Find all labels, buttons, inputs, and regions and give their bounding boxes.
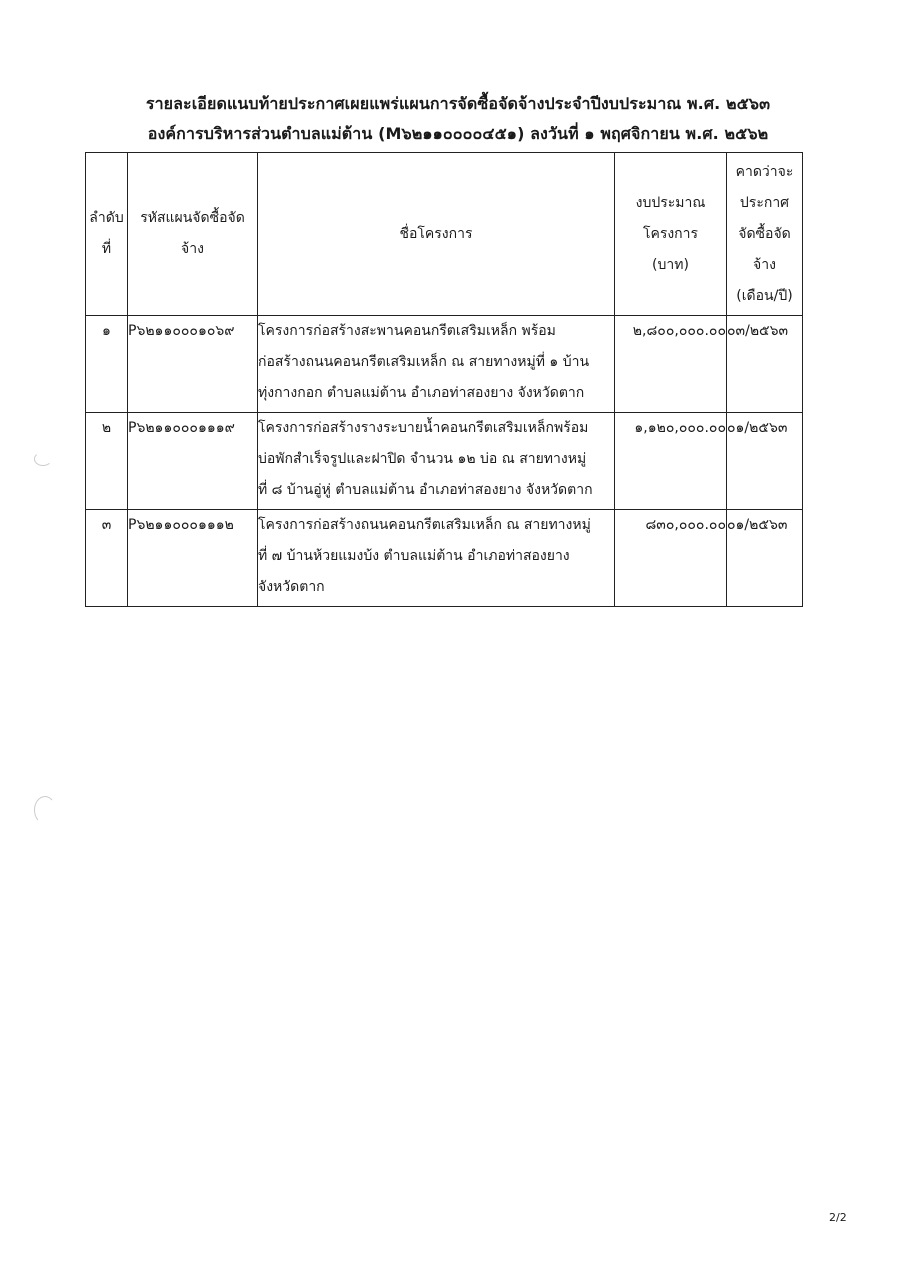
project-name-line: โครงการก่อสร้างรางระบายน้ำคอนกรีตเสริมเหล็กพร้อม: [258, 420, 589, 436]
scan-artifact-mark: [34, 796, 56, 824]
project-name: [258, 510, 615, 607]
header-budget-line: โครงการ: [642, 225, 699, 242]
plan-code: P๖๒๑๑๐๐๐๑๐๖๙: [128, 316, 258, 413]
project-name-line: ก่อสร้างถนนคอนกรีตเสริมเหล็ก ณ สายทางหมู่ที่ ๑ บ้าน: [258, 354, 590, 370]
header-no-line: ลำดับ: [89, 210, 124, 226]
project-name-line: ที่ ๘ บ้านอู่หู่ ตำบลแม่ต้าน อำเภอท่าสองยาง จังหวัดตาก: [258, 482, 593, 498]
header-project-name: [258, 153, 615, 316]
header-budget-line: งบประมาณ: [635, 194, 706, 211]
header-plan-code: [128, 153, 258, 316]
header-month-line: ประกาศ: [739, 194, 790, 211]
header-project-name-line: ชื่อโครงการ: [399, 225, 473, 242]
project-budget: ๑,๑๒๐,๐๐๐.๐๐: [615, 413, 727, 510]
plan-code: P๖๒๑๑๐๐๐๑๑๑๒: [128, 510, 258, 607]
document-title-line2: องค์การบริหารส่วนตำบลแม่ต้าน (M๖๒๑๑๐๐๐๐๔๕๑) ลงวันที่ ๑ พฤศจิกายน พ.ศ. ๒๕๖๒: [147, 124, 769, 143]
header-month-line: (เดือน/ปี): [736, 287, 793, 304]
project-name-line: ทุ่งกางกอก ตำบลแม่ต้าน อำเภอท่าสองยาง จังหวัดตาก: [258, 385, 585, 401]
procurement-plan-table: [85, 152, 803, 607]
scan-artifact-mark: [34, 452, 52, 466]
header-no: [86, 153, 128, 316]
project-name-line: จังหวัดตาก: [258, 579, 325, 595]
document-title-line1: รายละเอียดแนบท้ายประกาศเผยแพร่แผนการจัดซื้อจัดจ้างประจำปีงบประมาณ พ.ศ. ๒๕๖๓: [145, 94, 771, 113]
header-month-line: จ้าง: [753, 256, 776, 273]
plan-code: P๖๒๑๑๐๐๐๑๑๑๙: [128, 413, 258, 510]
project-budget: ๒,๘๐๐,๐๐๐.๐๐: [615, 316, 727, 413]
row-number: ๑: [86, 316, 128, 413]
header-month-line: คาดว่าจะ: [735, 163, 794, 180]
header-budget-line: (บาท): [652, 256, 689, 273]
header-budget: [615, 153, 727, 316]
header-expected-month: [727, 153, 803, 316]
expected-month: ๐๑/๒๕๖๓: [727, 510, 803, 607]
project-budget: ๘๓๐,๐๐๐.๐๐: [615, 510, 727, 607]
header-no-line: ที่: [101, 241, 112, 257]
page-number: 2/2: [829, 1211, 847, 1224]
header-plan-code-line: รหัสแผนจัดซื้อจัด: [140, 210, 245, 226]
project-name-line: โครงการก่อสร้างถนนคอนกรีตเสริมเหล็ก ณ สายทางหมู่: [258, 517, 591, 533]
header-plan-code-line: จ้าง: [181, 241, 204, 257]
project-name-line: ที่ ๗ บ้านห้วยแมงบ้ง ตำบลแม่ต้าน อำเภอท่าสองยาง: [258, 548, 570, 564]
table-row: [86, 413, 803, 510]
project-name-line: โครงการก่อสร้างสะพานคอนกรีตเสริมเหล็ก พร้อม: [258, 323, 556, 339]
table-header-row: [86, 153, 803, 316]
expected-month: ๐๓/๒๕๖๓: [727, 316, 803, 413]
expected-month: ๐๑/๒๕๖๓: [727, 413, 803, 510]
row-number: ๒: [86, 413, 128, 510]
table-row: [86, 316, 803, 413]
project-name: [258, 316, 615, 413]
header-month-line: จัดซื้อจัด: [738, 225, 791, 242]
project-name-line: บ่อพักสำเร็จรูปและฝาปิด จำนวน ๑๒ บ่อ ณ สายทางหมู่: [258, 451, 587, 467]
row-number: ๓: [86, 510, 128, 607]
project-name: [258, 413, 615, 510]
table-row: [86, 510, 803, 607]
